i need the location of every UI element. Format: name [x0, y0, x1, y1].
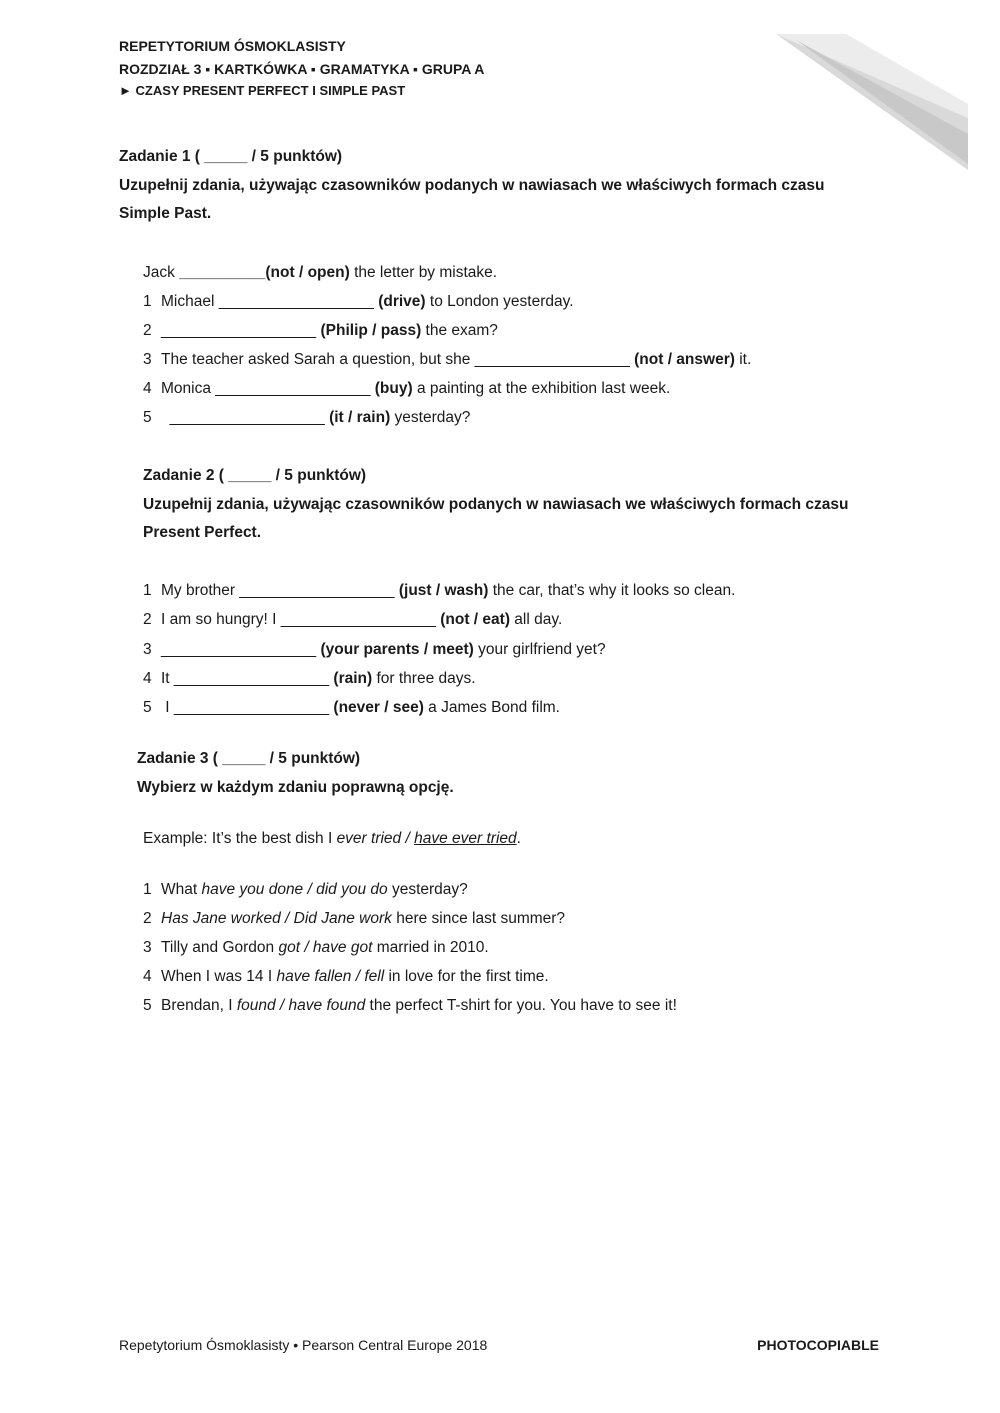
item-text: Michael __________________	[161, 293, 379, 310]
item-verb-hint: (buy)	[374, 380, 413, 397]
item-verb-hint: (never / see)	[333, 699, 424, 716]
header-series-title: REPETYTORIUM ÓSMOKLASISTY	[119, 38, 346, 54]
task2-title: Zadanie 2 ( _____ / 5 punktów)	[143, 467, 367, 484]
task1-instruction: Uzupełnij zdania, używając czasowników podanych w nawiasach we właściwych formach czasu Simple Past.	[119, 177, 825, 222]
item-verb-hint: (your parents / meet)	[320, 641, 474, 658]
item-number: 2	[143, 611, 152, 628]
item-number: 5	[143, 409, 152, 426]
item-number: 3	[143, 351, 152, 368]
item-options[interactable]: have fallen / fell	[276, 968, 385, 985]
item-number: 2	[143, 322, 152, 339]
item-text-end: the exam?	[421, 322, 498, 339]
item-number: 1	[143, 881, 152, 898]
header-topic-text: CZASY PRESENT PERFECT I SIMPLE PAST	[135, 83, 406, 98]
item-text-end: it.	[734, 351, 752, 368]
task1-item	[143, 409, 470, 427]
task3-item	[143, 939, 489, 957]
item-text: Tilly and Gordon	[161, 939, 279, 956]
task3-example	[143, 830, 521, 848]
item-options[interactable]: Has Jane worked / Did Jane work	[161, 910, 392, 927]
item-verb-hint: (not / eat)	[440, 611, 510, 628]
example-verb-hint: __________(not / open)	[179, 264, 350, 281]
item-text: __________________	[161, 322, 321, 339]
corner-fold-decoration	[776, 34, 968, 170]
item-number: 2	[143, 910, 152, 927]
item-text-end: a painting at the exhibition last week.	[412, 380, 671, 397]
item-number: 4	[143, 968, 152, 985]
task1-item	[143, 322, 498, 340]
item-number: 3	[143, 641, 152, 658]
item-text-end: yesterday?	[390, 409, 471, 426]
example-option-2-correct: have ever tried	[414, 830, 517, 847]
task1-item	[143, 380, 670, 398]
task2-item	[143, 611, 562, 629]
item-text-end: the car, that’s why it looks so clean.	[488, 582, 736, 599]
item-verb-hint: (not / answer)	[634, 351, 735, 368]
task3-item	[143, 910, 565, 928]
item-verb-hint: (it / rain)	[329, 409, 391, 426]
item-options[interactable]: found / have found	[236, 997, 366, 1014]
triangle-bullet-icon: ►	[119, 83, 132, 98]
item-text: Brendan, I	[161, 997, 237, 1014]
task3-item	[143, 881, 468, 899]
item-text: __________________	[161, 641, 321, 658]
item-text: The teacher asked Sarah a question, but she __________________	[161, 351, 635, 368]
item-text-end: all day.	[509, 611, 563, 628]
item-text-end: yesterday?	[387, 881, 468, 898]
item-text: What	[161, 881, 202, 898]
item-text: My brother __________________	[161, 582, 399, 599]
item-text-end: your girlfriend yet?	[473, 641, 606, 658]
task1-item	[143, 293, 574, 311]
item-text-end: a James Bond film.	[423, 699, 560, 716]
task2-item	[143, 699, 560, 717]
task3-title: Zadanie 3 ( _____ / 5 punktów)	[137, 750, 361, 767]
item-verb-hint: (just / wash)	[398, 582, 489, 599]
item-text: Monica __________________	[161, 380, 375, 397]
item-number: 4	[143, 670, 152, 687]
task3-item	[143, 968, 549, 986]
item-text-end: married in 2010.	[372, 939, 489, 956]
footer-publisher: Repetytorium Ósmoklasisty • Pearson Central Europe 2018	[119, 1337, 488, 1353]
item-text-end: in love for the first time.	[384, 968, 549, 985]
task3-instruction: Wybierz w każdym zdaniu poprawną opcję.	[137, 779, 454, 796]
item-options[interactable]: have you done / did you do	[201, 881, 388, 898]
task1-example	[143, 264, 497, 282]
item-number: 3	[143, 939, 152, 956]
task2-instruction: Uzupełnij zdania, używając czasowników podanych w nawiasach we właściwych formach czasu Present Perfect.	[143, 496, 849, 541]
header-topic-line	[119, 83, 405, 98]
task2-item	[143, 670, 476, 688]
item-text-end: the perfect T-shirt for you. You have to see it!	[365, 997, 677, 1014]
item-text: It __________________	[161, 670, 334, 687]
item-options[interactable]: got / have got	[278, 939, 373, 956]
item-number: 1	[143, 582, 152, 599]
item-verb-hint: (Philip / pass)	[320, 322, 422, 339]
item-text: I __________________	[161, 699, 334, 716]
example-text-start: Jack	[143, 264, 180, 281]
task2-item	[143, 641, 606, 659]
item-number: 4	[143, 380, 152, 397]
task3-item	[143, 997, 677, 1015]
item-text: When I was 14 I	[161, 968, 277, 985]
example-option-1: ever tried	[336, 830, 402, 847]
item-text-end: here since last summer?	[391, 910, 566, 927]
item-verb-hint: (rain)	[333, 670, 373, 687]
item-text-end: for three days.	[372, 670, 476, 687]
example-text-start: Example: It’s the best dish I	[143, 830, 337, 847]
item-text: __________________	[161, 409, 330, 426]
item-number: 5	[143, 997, 152, 1014]
task2-item	[143, 582, 735, 600]
item-number: 5	[143, 699, 152, 716]
example-text-end: .	[516, 830, 521, 847]
item-text: I am so hungry! I __________________	[161, 611, 441, 628]
item-number: 1	[143, 293, 152, 310]
item-verb-hint: (drive)	[378, 293, 426, 310]
item-text-end: to London yesterday.	[425, 293, 574, 310]
footer-photocopiable: PHOTOCOPIABLE	[757, 1337, 879, 1353]
task1-title: Zadanie 1 ( _____ / 5 punktów)	[119, 148, 343, 165]
example-text-end: the letter by mistake.	[349, 264, 498, 281]
example-separator: /	[401, 830, 415, 847]
task1-item	[143, 351, 751, 369]
header-chapter-line: ROZDZIAŁ 3 ▪ KARTKÓWKA ▪ GRAMATYKA ▪ GRUPA A	[119, 61, 485, 77]
